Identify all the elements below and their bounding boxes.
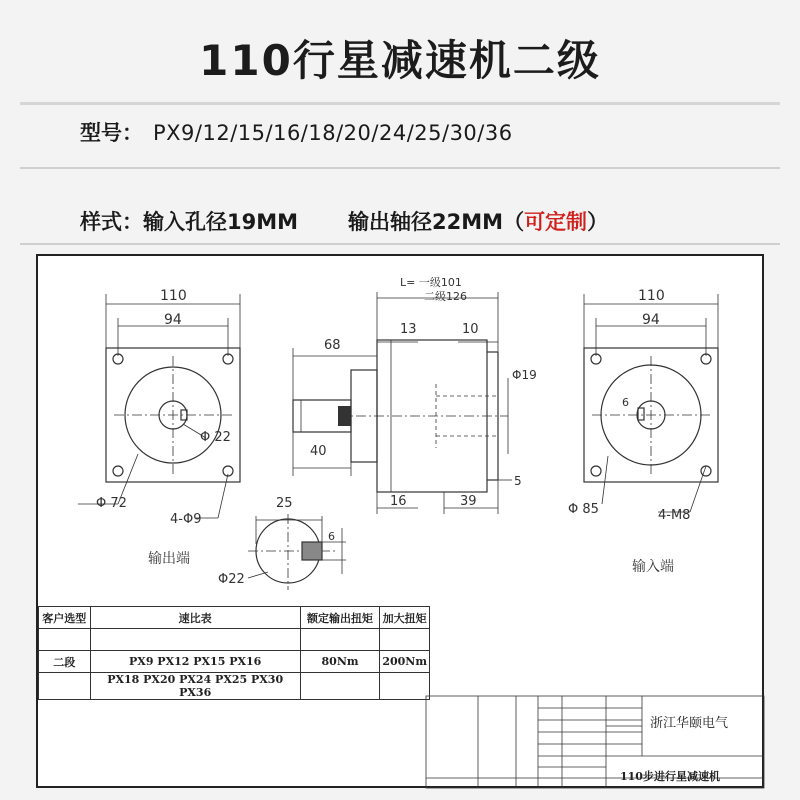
dim-phi22-left: Φ 22 — [200, 430, 231, 445]
dim-holes-left: 4-Φ9 — [170, 512, 202, 527]
output-end-caption: 输出端 — [148, 551, 190, 567]
header-max-torque: 加大扭矩 — [380, 607, 430, 629]
dim-phi19: Φ19 — [512, 368, 537, 382]
company-name: 浙江华颐电气 — [650, 716, 729, 731]
dim-40: 40 — [310, 444, 327, 459]
dim-10: 10 — [462, 322, 479, 337]
output-end-view — [78, 294, 240, 518]
header-rated-torque: 额定输出扭矩 — [300, 607, 380, 629]
dim-6-right: 6 — [622, 396, 629, 409]
header-customer-selection: 客户选型 — [39, 607, 91, 629]
dim-68: 68 — [324, 338, 341, 353]
divider — [20, 102, 780, 105]
paren-open: （ — [503, 210, 525, 234]
model-value: PX9/12/15/16/18/20/24/25/30/36 — [153, 121, 513, 145]
input-bore-text: 输入孔径19MM — [143, 210, 299, 234]
dim-phi22-key: Φ22 — [218, 572, 245, 587]
key-section-view — [248, 514, 346, 590]
ratios-row2: PX18 PX20 PX24 PX25 PX30 PX36 — [90, 673, 300, 700]
dim-16: 16 — [390, 494, 407, 509]
ratios-row1: PX9 PX12 PX15 PX16 — [90, 651, 300, 673]
ratio-table — [38, 606, 430, 700]
divider — [20, 243, 780, 245]
dim-holes-right: 4-M8 — [658, 508, 691, 523]
dim-94-right: 94 — [642, 312, 660, 328]
dim-39: 39 — [460, 494, 477, 509]
customizable-text: 可定制 — [524, 210, 588, 234]
model-line — [80, 117, 513, 147]
input-end-caption: 输入端 — [632, 559, 674, 575]
model-label: 型号： — [80, 121, 143, 145]
length-line2: 二级126 — [424, 290, 467, 303]
rated-torque-cell: 80Nm — [300, 651, 380, 673]
style-line — [80, 206, 608, 236]
dim-110-right: 110 — [638, 288, 665, 304]
dim-25: 25 — [276, 496, 293, 511]
dim-5: 5 — [514, 474, 522, 488]
technical-drawing — [36, 254, 764, 788]
max-torque-cell: 200Nm — [380, 651, 430, 673]
divider — [20, 167, 780, 169]
dim-94-left: 94 — [164, 312, 182, 328]
stage-cell: 二段 — [39, 651, 91, 673]
header-ratio-table: 速比表 — [90, 607, 300, 629]
dim-phi85: Φ 85 — [568, 502, 599, 517]
length-line1: L= 一级101 — [400, 276, 462, 289]
output-shaft-text: 输出轴径22MM — [348, 210, 504, 234]
paren-close: ） — [587, 210, 609, 234]
dim-6-key: 6 — [328, 530, 335, 543]
style-label: 样式： — [80, 210, 143, 234]
dim-13: 13 — [400, 322, 417, 337]
dim-110-left: 110 — [160, 288, 187, 304]
page-title: 110行星减速机二级 — [199, 36, 601, 85]
dim-phi72: Φ 72 — [96, 496, 127, 511]
drawing-name: 110步进行星减速机 — [620, 770, 720, 783]
